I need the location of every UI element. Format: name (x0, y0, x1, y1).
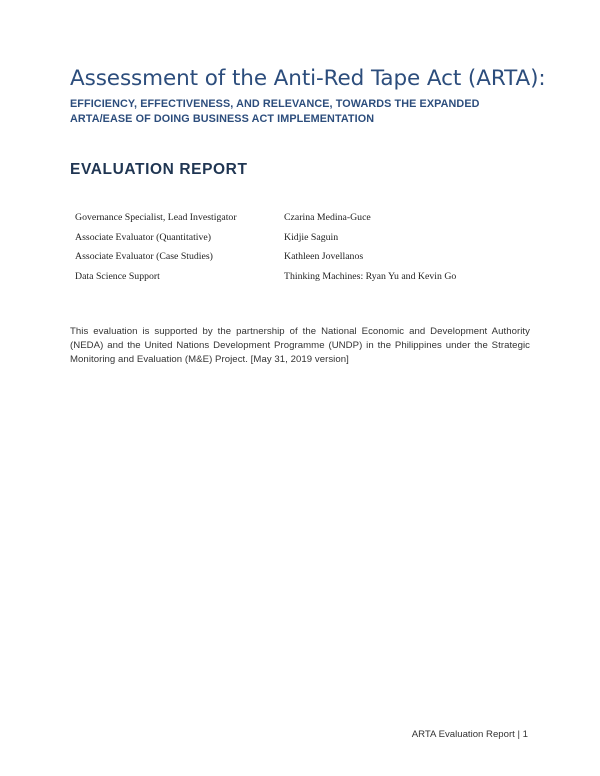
credit-row (75, 267, 545, 287)
document-title: Assessment of the Anti-Red Tape Act (ARTA): (70, 66, 546, 91)
credit-name: Kathleen Jovellanos (284, 251, 364, 263)
report-heading: EVALUATION REPORT (70, 161, 248, 178)
credit-role: Associate Evaluator (Case Studies) (75, 251, 213, 263)
document-subtitle: EFFICIENCY, EFFECTIVENESS, AND RELEVANCE, TOWARDS THE EXPANDED ARTA/EASE OF DOING BUSINESS ACT IMPLEMENTATION (70, 98, 480, 125)
credit-name: Thinking Machines: Ryan Yu and Kevin Go (284, 270, 457, 282)
credit-row (75, 208, 545, 228)
credit-row (75, 228, 545, 248)
credits-table (75, 208, 545, 286)
credit-role: Associate Evaluator (Quantitative) (75, 231, 212, 243)
credit-role: Data Science Support (75, 270, 160, 282)
page-footer: ARTA Evaluation Report | 1 (411, 729, 528, 740)
credit-role: Governance Specialist, Lead Investigator (75, 212, 237, 224)
credit-row (75, 247, 545, 267)
support-note: This evaluation is supported by the partnership of the National Economic and Development Authority (NEDA) and the United Nations Development Programme (UNDP) in the Philippines under the Strategic Monitoring and Evaluation (M&E) Project. [May 31, 2019 version] (70, 326, 530, 365)
credit-name: Czarina Medina-Guce (284, 212, 371, 224)
credit-name: Kidjie Saguin (284, 231, 339, 243)
